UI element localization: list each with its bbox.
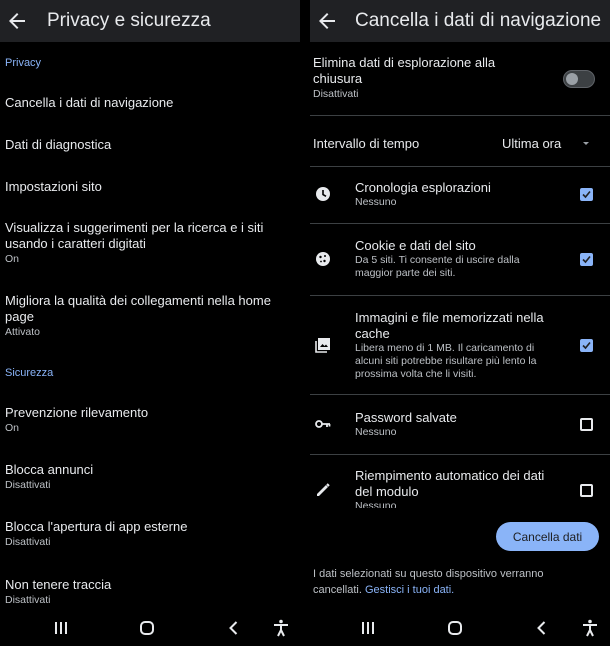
recent-apps-icon[interactable]: [51, 618, 71, 638]
checkbox-row-autofill[interactable]: [310, 0, 610, 508]
pencil-icon: [314, 481, 332, 499]
setting-do-not-track[interactable]: [5, 577, 290, 607]
footer-text: I dati selezionati su questo dispositivo verranno cancellati.: [313, 568, 544, 596]
row-subtitle: Nessuno: [355, 426, 397, 438]
setting-title: Cancella i dati di navigazione: [5, 95, 174, 110]
row-title: Cookie e dati del sito: [355, 238, 476, 253]
setting-title: Dati di diagnostica: [5, 137, 112, 152]
screen-gap: [300, 0, 310, 646]
system-nav-bar: [0, 610, 300, 646]
back-arrow-icon[interactable]: [5, 9, 29, 33]
setting-status: Disattivati: [5, 594, 51, 606]
setting-block-external-apps[interactable]: [5, 519, 290, 549]
setting-diagnostics[interactable]: [5, 137, 290, 153]
system-nav-bar: [310, 610, 610, 646]
row-subtitle: Da 5 siti. Ti consente di uscire dalla maggior parte dei siti.: [355, 254, 520, 279]
manage-data-link[interactable]: Gestisci i tuoi dati.: [364, 584, 455, 596]
page-title: Privacy e sicurezza: [47, 10, 211, 31]
app-bar: [0, 0, 300, 42]
setting-status: Disattivati: [5, 536, 51, 548]
clear-data-button[interactable]: Cancella dati: [496, 522, 599, 551]
page-title: Cancella i dati di navigazione: [355, 10, 602, 31]
setting-block-ads[interactable]: [5, 462, 290, 492]
setting-site-settings[interactable]: [5, 179, 290, 195]
setting-title: Visualizza i suggerimenti per la ricerca e i siti usando i caratteri digitati: [5, 220, 264, 251]
privacy-screen: [0, 0, 300, 646]
section-header-security: Sicurezza: [5, 367, 54, 379]
home-icon[interactable]: [137, 618, 157, 638]
footer-note: [313, 566, 573, 598]
accessibility-icon[interactable]: [580, 618, 600, 638]
checkbox-autofill[interactable]: [580, 484, 593, 497]
setting-improve-shortcuts[interactable]: [5, 293, 290, 339]
setting-search-suggestions[interactable]: [5, 220, 290, 266]
setting-title: Blocca l'apertura di app esterne: [5, 519, 188, 534]
row-title: Riempimento automatico dei dati del modulo: [355, 468, 545, 499]
setting-title: Elimina dati di esplorazione alla chiusura: [313, 55, 496, 86]
time-range-value: Ultima ora: [502, 136, 562, 151]
setting-title: Blocca annunci: [5, 462, 94, 477]
accessibility-icon[interactable]: [271, 618, 291, 638]
home-icon[interactable]: [445, 618, 465, 638]
setting-status: On: [5, 422, 20, 434]
row-subtitle: Nessuno: [355, 196, 397, 208]
nav-back-icon[interactable]: [532, 618, 552, 638]
setting-clear-browsing-data[interactable]: [5, 95, 290, 111]
setting-title: Migliora la qualità dei collegamenti nella home page: [5, 293, 271, 324]
setting-status: Attivato: [5, 326, 41, 338]
time-range-label: Intervallo di tempo: [313, 136, 420, 151]
row-title: Cronologia esplorazioni: [355, 180, 491, 195]
setting-status: On: [5, 253, 20, 265]
setting-status: Disattivati: [313, 88, 359, 100]
setting-status: Disattivati: [5, 479, 51, 491]
row-title: Password salvate: [355, 410, 457, 425]
section-header-privacy: Privacy: [5, 57, 42, 69]
row-subtitle: Libera meno di 1 MB. Il caricamento di alcuni siti potrebbe risultare più lento la prossima volta che li visiti.: [355, 342, 537, 380]
setting-title: Non tenere traccia: [5, 577, 112, 592]
row-title: Immagini e file memorizzati nella cache: [355, 310, 544, 341]
clear-browsing-data-screen: [310, 0, 610, 646]
recent-apps-icon[interactable]: [358, 618, 378, 638]
nav-back-icon[interactable]: [224, 618, 244, 638]
row-subtitle: Nessuno: [355, 500, 397, 508]
setting-tracking-prevention[interactable]: [5, 405, 290, 435]
setting-title: Impostazioni sito: [5, 179, 102, 194]
setting-title: Prevenzione rilevamento: [5, 405, 149, 420]
